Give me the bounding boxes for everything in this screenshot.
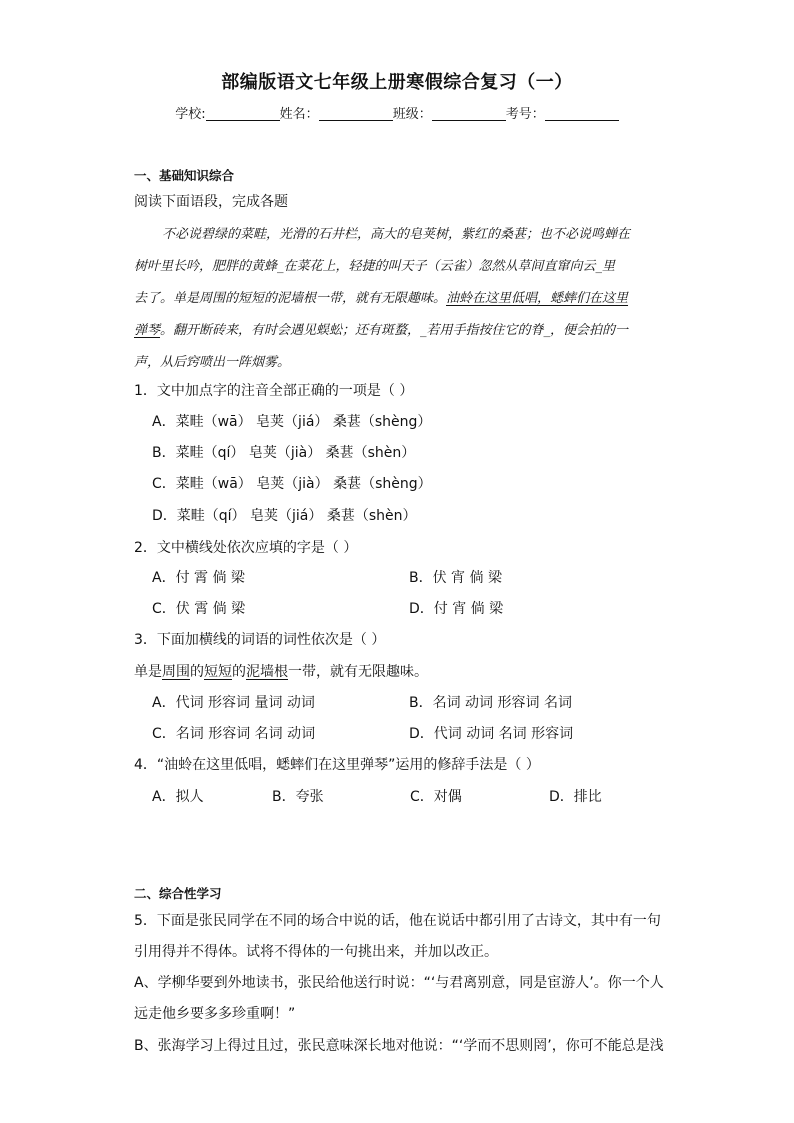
q3-option-a: A．代词 形容词 量词 动词 [152,695,315,711]
q3-sentence-part: 的 [232,664,246,680]
q3-stem: 3．下面加横线的词语的词性依次是（ ） [134,632,386,648]
school-blank [206,106,280,121]
passage-line-4b: 。翻开断砖来，有时会遇见蜈蚣；还有斑蝥，_若用手指按住它的脊_，便会拍的一 [160,323,629,338]
q4-stem: 4．“油蛉在这里低唱，蟋蟀们在这里弹琴”运用的修辞手法是（ ） [134,757,540,773]
q3-option-c: C．名词 形容词 名词 动词 [152,726,316,742]
passage-line-3b: 油蛉在这里低唱，蟋蟀们在这里 [446,291,629,306]
q3-option-b: B．名词 动词 形容词 名词 [409,695,572,711]
section1-heading: 一、基础知识综合 [134,168,235,183]
q5-line-1: 5．下面是张民同学在不同的场合中说的话，他在说话中都引用了古诗文，其中有一句 [134,913,661,929]
passage-line-2: 树叶里长吟，肥胖的黄蜂_在菜花上，轻捷的叫天子（云雀）忽然从草间直窜向云_里 [134,259,616,274]
q5-option-a-line-2: 远走他乡要多多珍重啊！” [134,1006,296,1022]
section2-heading: 二、综合性学习 [134,886,222,901]
class-label: 班级： [392,107,432,122]
passage-line-4 [134,319,628,338]
q3-sentence-part: 一带，就有无限趣味。 [288,664,428,680]
q3-sentence-part: 单是 [134,664,162,680]
q3-underlined-word-3: 泥墙根 [246,664,288,680]
q1-stem: 1．文中加点字的注音全部正确的一项是（ ） [134,383,414,399]
section1-instruction: 阅读下面语段，完成各题 [134,194,288,210]
name-label: 姓名： [279,107,319,122]
passage-line-1: 不必说碧绿的菜畦，光滑的石井栏，高大的皂荚树，紫红的桑葚；也不必说鸣蝉在 [162,227,631,242]
student-info-line [0,103,794,122]
exam-number-label: 考号： [505,107,545,122]
q5-option-b-line-1: B、张海学习上得过且过，张民意味深长地对他说：“‘学而不思则罔’，你可不能总是浅 [134,1038,664,1054]
q1-option-b: B．菜畦（qí） 皂荚（jià） 桑葚（shèn） [152,445,416,461]
q3-underlined-word-1: 周围 [162,664,190,680]
q3-sentence-part: 的 [190,664,204,680]
q5-line-2: 引用得并不得体。试将不得体的一句挑出来，并加以改正。 [134,944,498,960]
q2-stem: 2．文中横线处依次应填的字是（ ） [134,540,358,556]
q2-option-a: A．付 霄 倘 梁 [152,570,245,586]
q4-option-c: C．对偶 [410,789,462,805]
page-title: 部编版语文七年级上册寒假综合复习（一） [221,72,573,93]
passage-line-5: 声，从后窍喷出一阵烟雾。 [134,355,291,370]
q3-underlined-word-2: 短短 [204,664,232,680]
passage-line-3a: 去了。单是周围的短短的泥墙根一带，就有无限趣味。 [134,291,447,306]
q5-option-a-line-1: A、学柳华要到外地读书，张民给他送行时说：“‘与君离别意，同是宦游人’。你一个人 [134,975,664,991]
q3-sentence [134,661,428,681]
name-blank [319,106,393,121]
q1-option-d: D．菜畦（qí） 皂荚（jiá） 桑葚（shèn） [152,508,417,524]
passage-line-4a: 弹琴 [134,323,161,338]
q2-option-c: C．伏 霄 倘 梁 [152,601,246,617]
class-blank [432,106,506,121]
q2-option-b: B．伏 宵 倘 梁 [409,570,502,586]
school-label: 学校: [175,107,206,122]
q2-option-d: D．付 宵 倘 梁 [409,601,504,617]
q3-option-d: D．代词 动词 名词 形容词 [409,726,574,742]
q4-option-d: D．排比 [549,789,602,805]
q1-option-a: A．菜畦（wā） 皂荚（jiá） 桑葚（shèng） [152,414,432,430]
exam-number-blank [545,106,619,121]
q4-option-a: A．拟人 [152,789,204,805]
q4-option-b: B．夸张 [272,789,324,805]
passage-line-3 [134,287,628,306]
q1-option-c: C．菜畦（wā） 皂荚（jià） 桑葚（shèng） [152,476,432,492]
